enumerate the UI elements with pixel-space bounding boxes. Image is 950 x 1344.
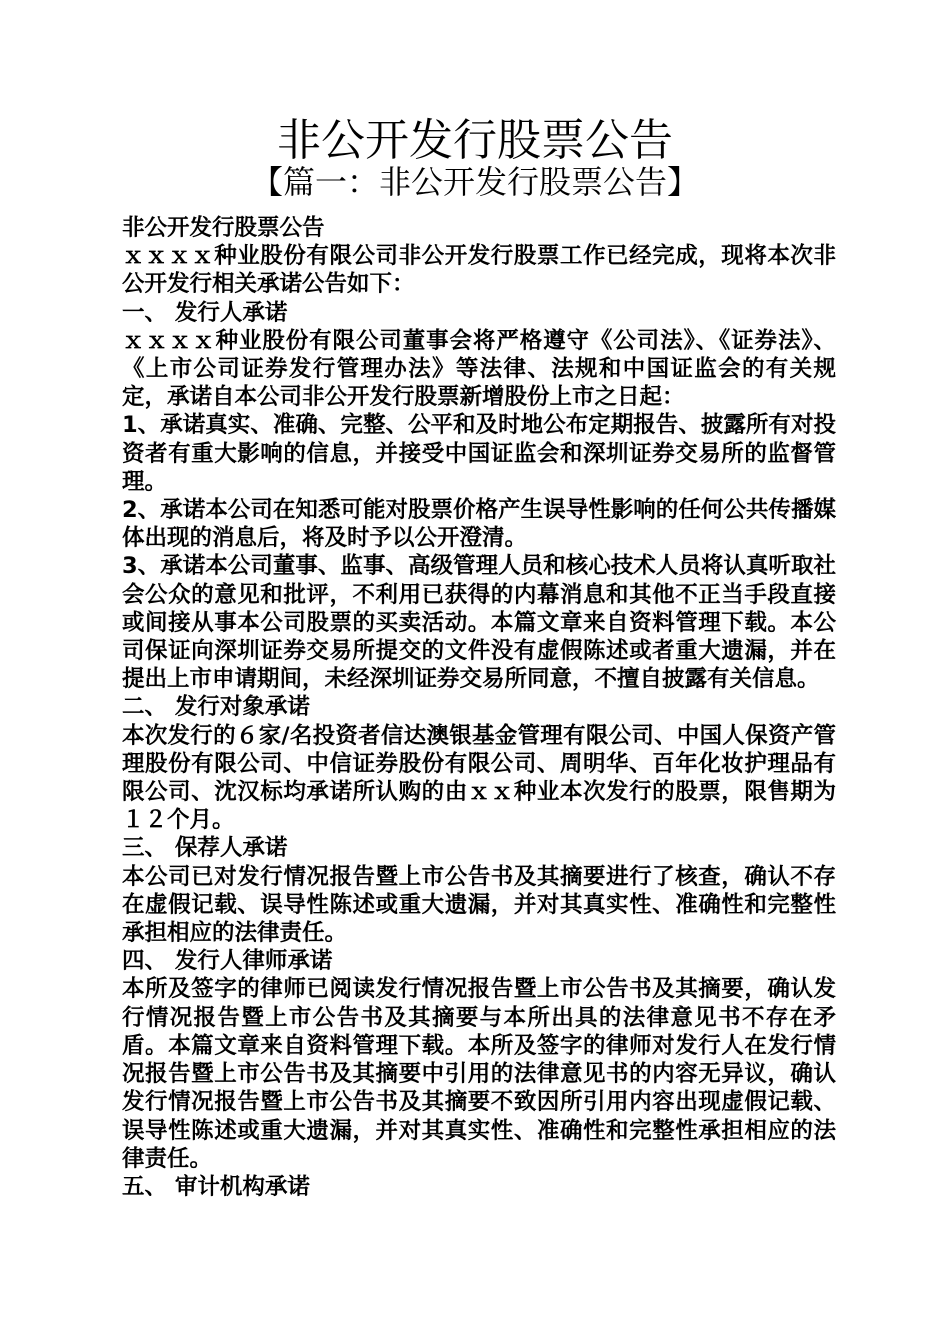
paragraph-subscribers: 本次发行的６家/名投资者信达澳银基金管理有限公司、中国人保资产管理股份有限公司、中信证券股份有限公司、周明华、百年化妆护理品有限公司、沈汉标均承诺所认购的由ｘｘ种业本次发行的股票，限售期为１２个月。 — [122, 722, 836, 834]
document-body — [116, 214, 836, 1201]
section-heading-announcement: 非公开发行股票公告 — [122, 215, 325, 241]
paragraph-item-1: 1、承诺真实、准确、完整、公平和及时地公布定期报告、披露所有对投资者有重大影响的信息，并接受中国证监会和深圳证券交易所的监督管理。 — [122, 412, 836, 495]
section-heading-sponsor: 三、 保荐人承诺 — [122, 835, 288, 862]
paragraph-intro: ｘｘｘｘ种业股份有限公司非公开发行股票工作已经完成，现将本次非公开发行相关承诺公告如下： — [122, 243, 836, 298]
paragraph-lawyer: 本所及签字的律师已阅读发行情况报告暨上市公告书及其摘要，确认发行情况报告暨上市公告书及其摘要与本所出具的法律意见书不存在矛盾。本篇文章来自资料管理下载。本所及签字的律师对发行人在发行情况报告暨上市公告书及其摘要中引用的法律意见书的内容无异议，确认发行情况报告暨上市公告书及其摘要不致因所引用内容出现虚假记载、误导性陈述或重大遗漏，并对其真实性、准确性和完整性承担相应的法律责任。 — [122, 976, 836, 1172]
document-subtitle: 【篇一：非公开发行股票公告】 — [250, 163, 699, 201]
document-title: 非公开发行股票公告 — [277, 115, 673, 166]
section-heading-subscribers: 二、 发行对象承诺 — [122, 694, 310, 721]
paragraph-item-2: 2、承诺本公司在知悉可能对股票价格产生误导性影响的任何公共传播媒体出现的消息后，将及时予以公开澄清。 — [122, 497, 836, 552]
paragraph-sponsor: 本公司已对发行情况报告暨上市公告书及其摘要进行了核查，确认不存在虚假记载、误导性陈述或重大遗漏，并对其真实性、准确性和完整性承担相应的法律责任。 — [122, 863, 836, 947]
section-heading-issuer: 一、 发行人承诺 — [122, 299, 288, 326]
paragraph-item-3: 3、承诺本公司董事、监事、高级管理人员和核心技术人员将认真听取社会公众的意见和批评，不利用已获得的内幕消息和其他不正当手段直接或间接从事本公司股票的买卖活动。本篇文章来自资料管理下载。本公司保证向深圳证券交易所提交的文件没有虚假陈述或者重大遗漏，并在提出上市申请期间，未经深圳证券交易所同意，不擅自披露有关信息。 — [122, 553, 836, 693]
section-heading-auditor: 五、 审计机构承诺 — [122, 1173, 310, 1200]
paragraph-issuer-commitment: ｘｘｘｘ种业股份有限公司董事会将严格遵守《公司法》、《证券法》、《上市公司证券发行管理办法》等法律、法规和中国证监会的有关规定，承诺自本公司非公开发行股票新增股份上市之日起： — [122, 327, 836, 411]
section-heading-lawyer: 四、 发行人律师承诺 — [122, 948, 333, 975]
